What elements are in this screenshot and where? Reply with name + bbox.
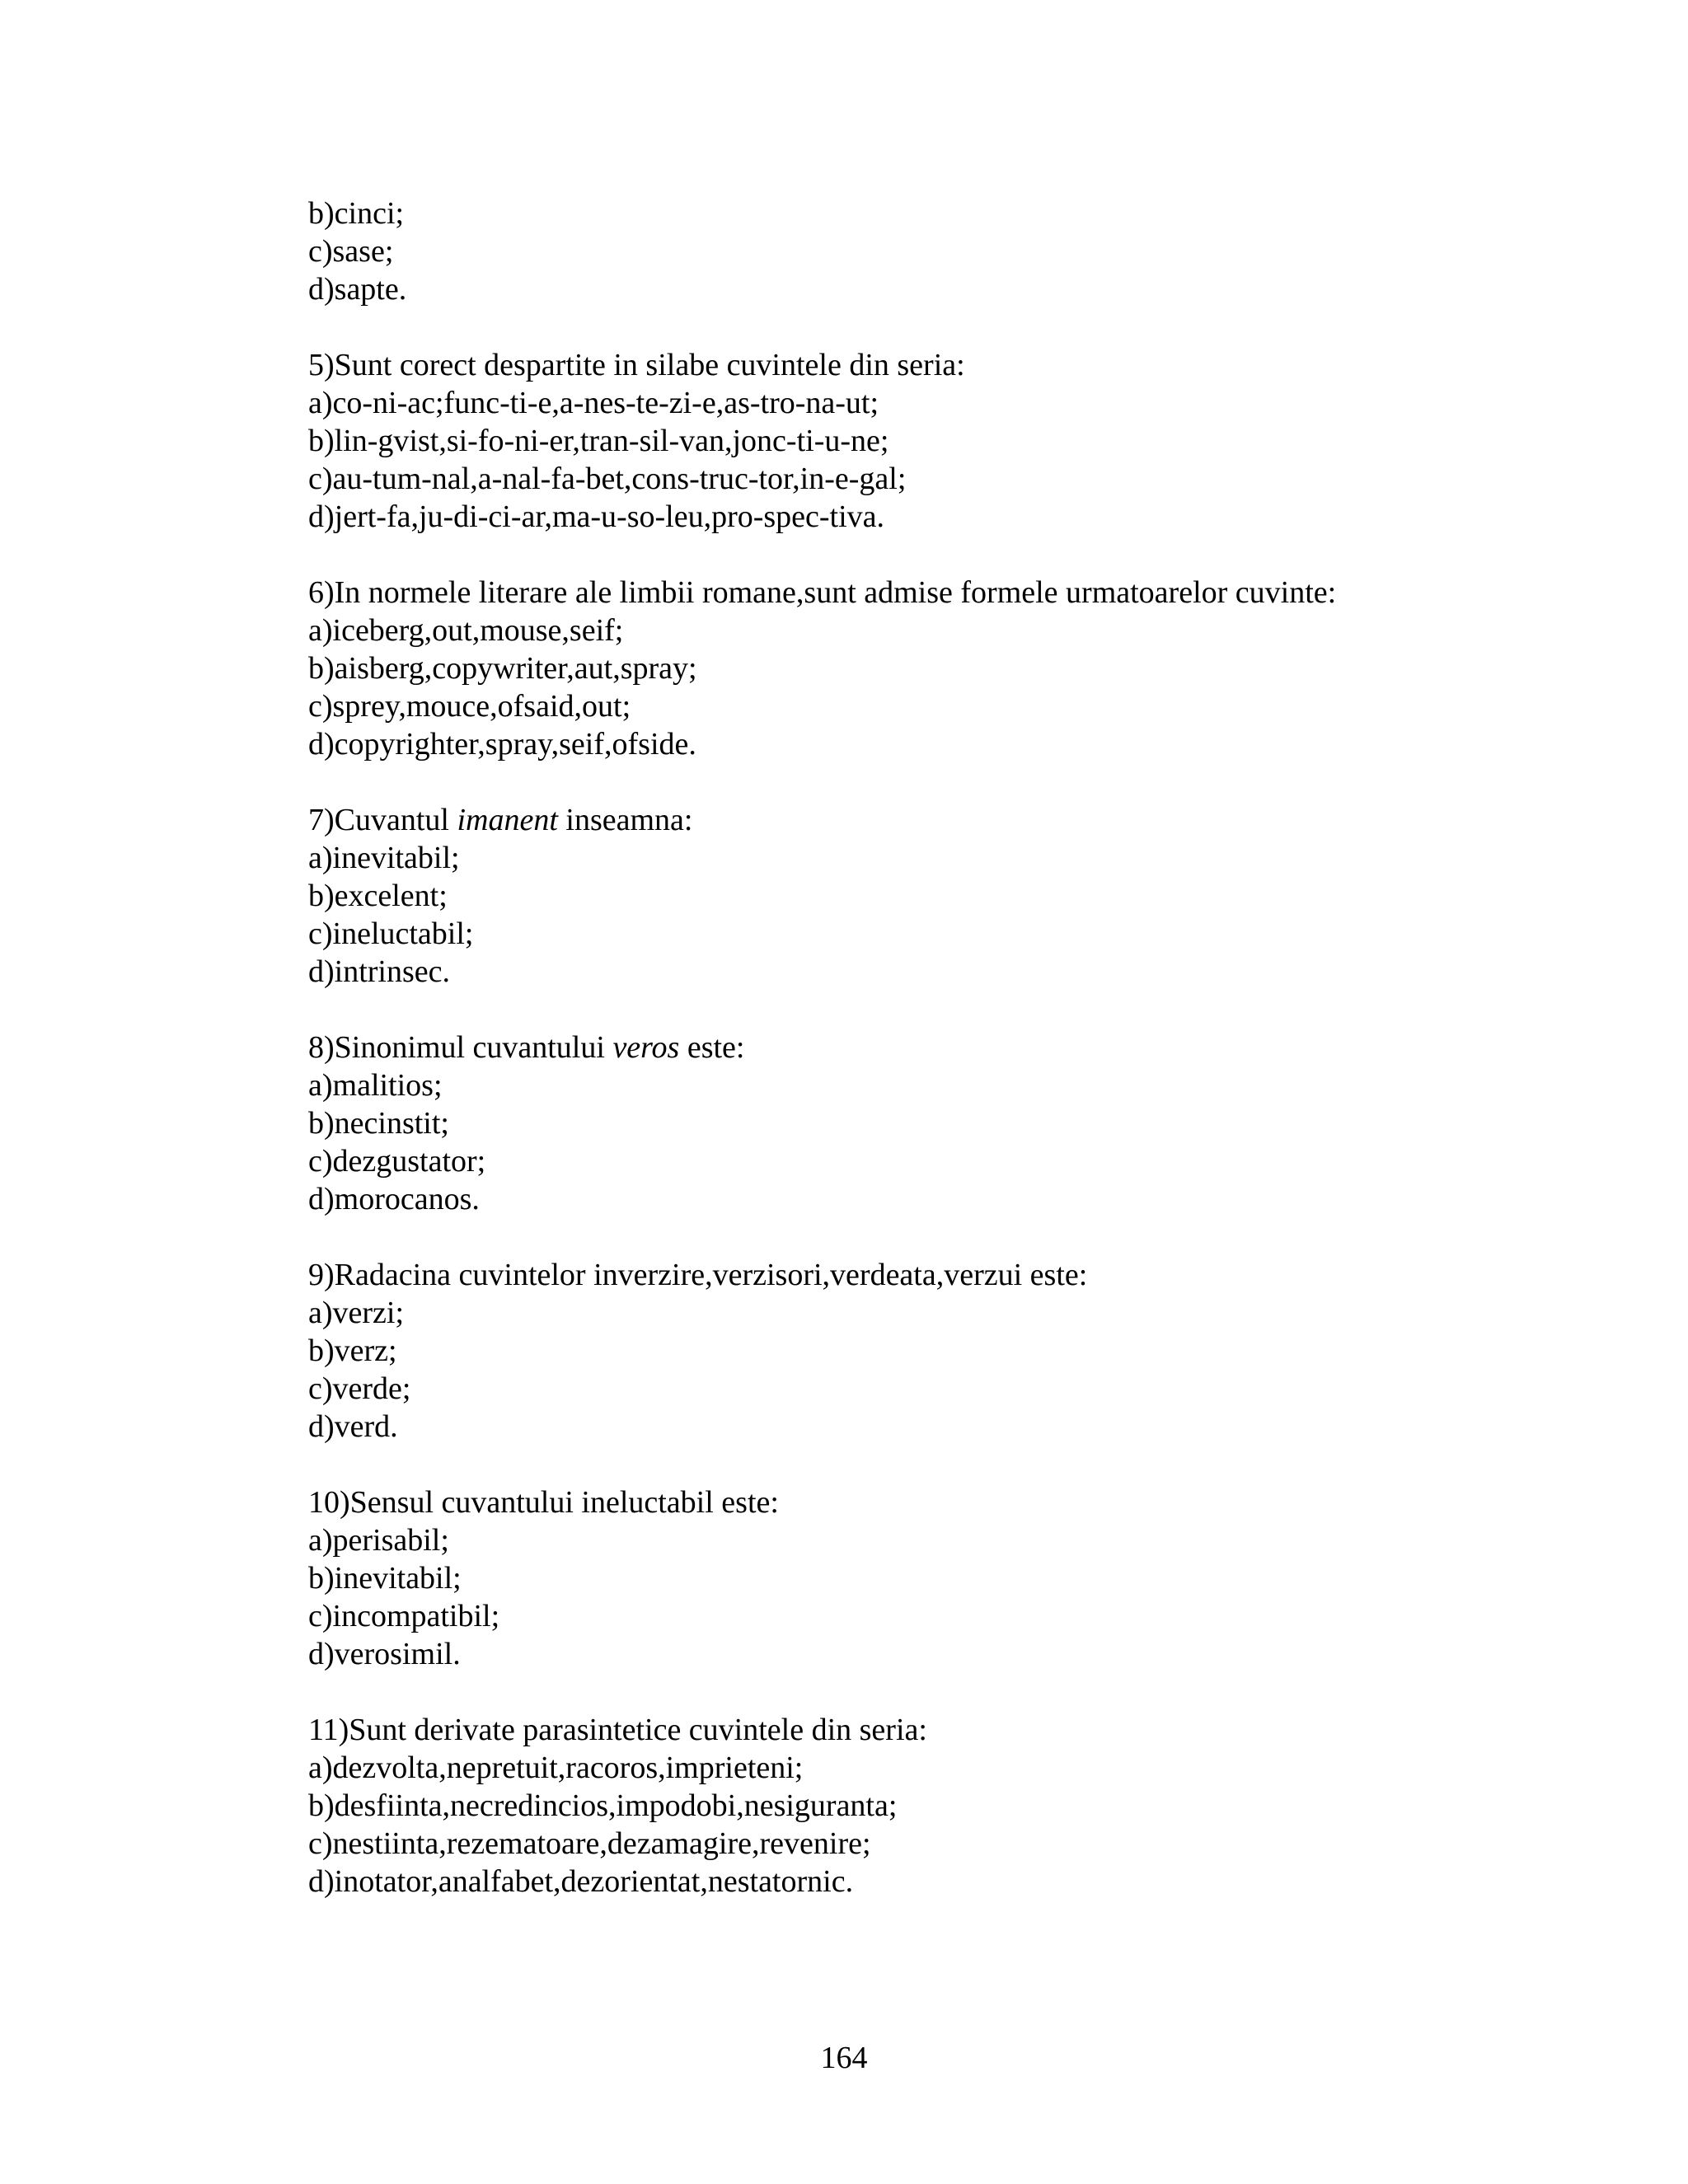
question-text-end: inseamna: <box>557 803 693 837</box>
option-c: c)dezgustator; <box>308 1144 486 1179</box>
option-c: c)ineluctabil; <box>308 916 474 951</box>
question-text <box>308 1029 1545 1066</box>
option-b: b)lin-gvist,si-fo-ni-er,tran-sil-van,jonc-ti-u-ne; <box>308 424 889 458</box>
option-d: d)verd. <box>308 1409 398 1444</box>
question-text-start: 7)Cuvantul <box>308 803 457 837</box>
question-text: 10)Sensul cuvantului ineluctabil este: <box>308 1485 779 1520</box>
option-b: b)inevitabil; <box>308 1561 462 1596</box>
question-9 <box>308 1256 1545 1446</box>
option-a: a)perisabil; <box>308 1523 449 1558</box>
quiz-content <box>308 194 1545 1900</box>
option-a: a)verzi; <box>308 1296 405 1330</box>
question-text: 5)Sunt corect despartite in silabe cuvintele din seria: <box>308 348 965 382</box>
option-a: a)co-ni-ac;func-ti-e,a-nes-te-zi-e,as-tro-na-ut; <box>308 386 879 420</box>
option-b: b)excelent; <box>308 879 448 913</box>
option-d: d)inotator,analfabet,dezorientat,nestatornic. <box>308 1864 854 1899</box>
question-text-start: 8)Sinonimul cuvantului <box>308 1030 613 1065</box>
question-text: 6)In normele literare ale limbii romane,sunt admise formele urmatoarelor cuvinte: <box>308 575 1337 610</box>
option-a: a)malitios; <box>308 1068 443 1103</box>
question-7 <box>308 801 1545 991</box>
option-c: c)sprey,mouce,ofsaid,out; <box>308 689 631 724</box>
option-d: d)jert-fa,ju-di-ci-ar,ma-u-so-leu,pro-spec-tiva. <box>308 499 885 534</box>
question-10 <box>308 1483 1545 1673</box>
option-b: b)verz; <box>308 1333 397 1368</box>
option-a: a)iceberg,out,mouse,seif; <box>308 613 624 648</box>
option-c: c)nestiinta,rezematoare,dezamagire,revenire; <box>308 1826 871 1861</box>
option-d: d)verosimil. <box>308 1637 461 1671</box>
option-d: d)copyrighter,spray,seif,ofside. <box>308 727 696 762</box>
question-text-end: este: <box>679 1030 745 1065</box>
question-6 <box>308 574 1545 763</box>
option-b: b)necinstit; <box>308 1106 449 1141</box>
option-c: c)verde; <box>308 1371 411 1406</box>
question-8 <box>308 1029 1545 1218</box>
option-d: d)sapte. <box>308 272 407 307</box>
italic-term: veros <box>612 1030 680 1065</box>
question-11 <box>308 1711 1545 1900</box>
option-a: a)dezvolta,nepretuit,racoros,imprieteni; <box>308 1750 804 1785</box>
option-d: d)intrinsec. <box>308 954 451 989</box>
option-c: c)sase; <box>308 234 394 269</box>
question-4-continuation <box>308 194 1545 308</box>
option-b: b)desfiinta,necredincios,impodobi,nesiguranta; <box>308 1788 898 1823</box>
question-5 <box>308 346 1545 536</box>
page-number: 164 <box>820 2041 868 2075</box>
option-c: c)incompatibil; <box>308 1599 500 1633</box>
italic-term: imanent <box>457 803 558 837</box>
option-b: b)aisberg,copywriter,aut,spray; <box>308 651 697 686</box>
option-b: b)cinci; <box>308 196 405 231</box>
option-a: a)inevitabil; <box>308 841 460 875</box>
question-text: 11)Sunt derivate parasintetice cuvintele din seria: <box>308 1713 927 1747</box>
question-text: 9)Radacina cuvintelor inverzire,verzisori,verdeata,verzui este: <box>308 1258 1088 1292</box>
question-text <box>308 801 1545 839</box>
option-d: d)morocanos. <box>308 1182 480 1216</box>
option-c: c)au-tum-nal,a-nal-fa-bet,cons-truc-tor,in-e-gal; <box>308 462 907 496</box>
